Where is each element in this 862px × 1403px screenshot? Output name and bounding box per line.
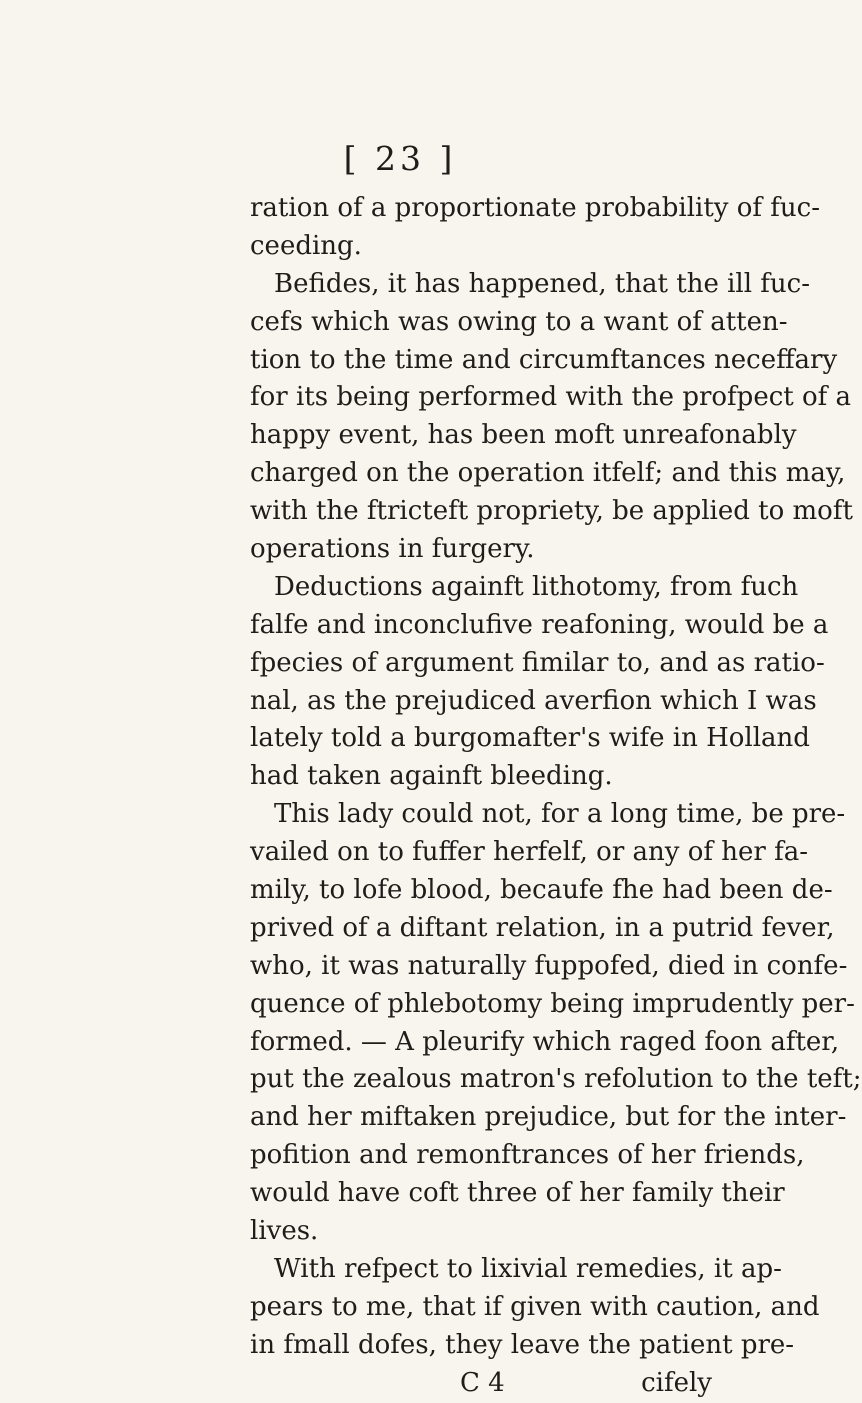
text-line: lately told a burgomafter's wife in Holland xyxy=(250,723,810,754)
text-line: had taken againft bleeding. xyxy=(250,761,613,792)
text-line: pears to me, that if given with caution, and xyxy=(250,1291,820,1322)
text-line: operations in furgery. xyxy=(250,534,535,565)
text-line: who, it was naturally fuppofed, died in confe- xyxy=(250,950,848,981)
text-line: ration of a proportionate probability of fuc- xyxy=(250,193,820,223)
text-line: tion to the time and circumftances neceffary xyxy=(250,344,838,375)
catchword: cifely xyxy=(641,1367,712,1398)
paragraph-start-line: This lady could not, for a long time, be pre- xyxy=(274,799,846,830)
text-line: vailed on to fuffer herfelf, or any of her fa- xyxy=(250,837,808,868)
text-line: fpecies of argument fimilar to, and as ratio- xyxy=(250,647,825,678)
text-line: would have coft three of her family their xyxy=(250,1178,785,1209)
text-line: nal, as the prejudiced averfion which I was xyxy=(250,685,817,716)
text-line: with the ftricteft propriety, be applied to moft xyxy=(250,496,853,527)
text-line: formed. — A pleurify which raged foon after, xyxy=(250,1026,840,1057)
text-line: ceeding. xyxy=(250,230,362,261)
body-text xyxy=(250,190,862,1403)
text-line: happy event, has been moft unreafonably xyxy=(250,420,797,451)
text-line: falfe and inconclufive reafoning, would be a xyxy=(250,609,829,640)
text-line: in fmall dofes, they leave the patient pre- xyxy=(250,1329,795,1360)
paragraph-start-line: Deductions againft lithotomy, from fuch xyxy=(274,571,799,602)
text-line: prived of a diftant relation, in a putrid fever, xyxy=(250,912,835,943)
text-line: quence of phlebotomy being imprudently per- xyxy=(250,988,855,1019)
text-line: put the zealous matron's refolution to the teft; xyxy=(250,1064,862,1095)
text-line: pofition and remonftrances of her friends, xyxy=(250,1140,805,1171)
text-line: lives. xyxy=(250,1216,319,1247)
text-line: charged on the operation itfelf; and this may, xyxy=(250,458,846,489)
page-footer xyxy=(250,1365,720,1403)
paragraph-start-line: Befides, it has happened, that the ill fuc- xyxy=(274,268,811,299)
paragraph-start-line: With refpect to lixivial remedies, it ap- xyxy=(274,1253,782,1284)
signature-mark: C 4 xyxy=(460,1367,505,1398)
text-line: for its being performed with the profpect of a xyxy=(250,382,852,413)
text-line: cefs which was owing to a want of atten- xyxy=(250,306,788,337)
text-line: mily, to lofe blood, becaufe fhe had been de- xyxy=(250,875,833,906)
page-number: [ 23 ] xyxy=(343,139,457,178)
text-line: and her miftaken prejudice, but for the inter- xyxy=(250,1102,847,1133)
